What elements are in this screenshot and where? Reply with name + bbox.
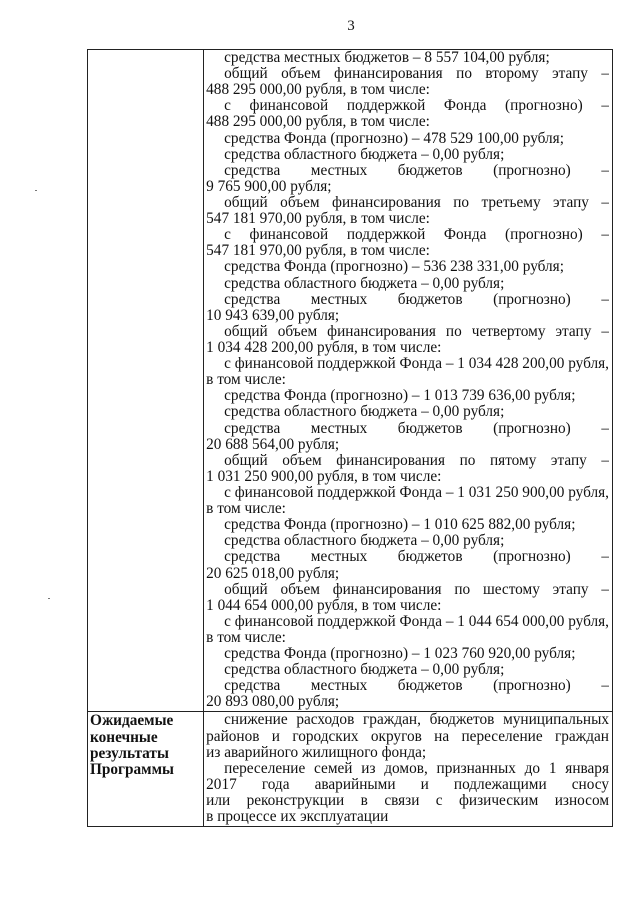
text-line: или реконструкции в связи с физическим износом	[206, 793, 609, 810]
page-number: 3	[347, 18, 355, 34]
table-row	[88, 712, 613, 827]
text-line: 1 044 654 000,00 рубля, в том числе:	[206, 596, 442, 614]
text-line: средства местных бюджетов (прогнозно) –	[224, 420, 609, 437]
text-line: общий объем финансирования по третьему этапу –	[224, 194, 609, 211]
text-line: 547 181 970,00 рубля, в том числе:	[206, 210, 430, 228]
text-line: с финансовой поддержкой Фонда (прогнозно) –	[224, 227, 609, 244]
text-line: 2017 года аварийными и подлежащими сносу	[206, 776, 609, 793]
text-line: средства областного бюджета – 0,00 рубля;	[224, 532, 505, 550]
text-line: 488 295 000,00 рубля, в том числе:	[206, 113, 430, 131]
text-line: 9 765 900,00 рубля;	[206, 177, 332, 195]
text-line: средства местных бюджетов (прогнозно) –	[224, 549, 609, 566]
text-line: 547 181 970,00 рубля, в том числе:	[206, 242, 430, 260]
text-line: средства областного бюджета – 0,00 рубля;	[224, 661, 505, 679]
scan-speck	[48, 598, 50, 599]
text-line: с финансовой поддержкой Фонда – 1 031 250 900,00 рубля,	[224, 483, 609, 501]
table-row	[88, 50, 613, 712]
text-line: из аварийного жилищного фонда;	[206, 743, 427, 761]
text-line: в процессе их эксплуатации	[206, 808, 389, 826]
text-line: средства местных бюджетов (прогнозно) –	[224, 162, 609, 179]
text-line: средства Фонда (прогнозно) – 1 013 739 636,00 рубля;	[224, 387, 576, 405]
row-content-cell	[204, 712, 613, 827]
text-line: средства местных бюджетов – 8 557 104,00 рубля;	[224, 49, 550, 66]
text-line: 1 031 250 900,00 рубля, в том числе:	[206, 467, 442, 485]
row-label-line: Программы	[90, 760, 174, 778]
text-line: в том числе:	[206, 500, 286, 518]
text-line: с финансовой поддержкой Фонда – 1 034 428 200,00 рубля,	[224, 355, 609, 373]
text-line: средства Фонда (прогнозно) – 536 238 331,00 рубля;	[224, 258, 564, 276]
text-line: общий объем финансирования по четвертому этапу –	[224, 323, 609, 340]
row-label-line: результаты	[90, 744, 169, 762]
text-line: районов и городских округов на переселение граждан	[206, 728, 609, 745]
text-line: снижение расходов граждан, бюджетов муниципальных	[224, 712, 609, 729]
text-line: общий объем финансирования по шестому этапу –	[224, 581, 609, 598]
text-line: средства Фонда (прогнозно) – 1 023 760 920,00 рубля;	[224, 645, 576, 663]
text-line: с финансовой поддержкой Фонда – 1 044 654 000,00 рубля,	[224, 612, 609, 630]
text-line: в том числе:	[206, 628, 286, 646]
text-line: средства областного бюджета – 0,00 рубля;	[224, 403, 505, 421]
text-line: средства Фонда (прогнозно) – 478 529 100,00 рубля;	[224, 129, 564, 147]
text-line: 10 943 639,00 рубля;	[206, 306, 340, 324]
row-label-line: Ожидаемые	[90, 712, 174, 730]
text-line: 20 625 018,00 рубля;	[206, 564, 340, 582]
text-line: средства Фонда (прогнозно) – 1 010 625 882,00 рубля;	[224, 516, 576, 534]
text-line: с финансовой поддержкой Фонда (прогнозно) –	[224, 98, 609, 115]
row-label-cell	[88, 50, 204, 712]
text-line: 20 688 564,00 рубля;	[206, 435, 340, 453]
text-line: 20 893 080,00 рубля;	[206, 693, 340, 711]
scan-speck	[35, 190, 37, 191]
row-label-cell	[88, 712, 204, 827]
text-line: средства областного бюджета – 0,00 рубля;	[224, 145, 505, 163]
row-label-line: конечные	[90, 728, 158, 746]
text-line: средства областного бюджета – 0,00 рубля;	[224, 274, 505, 292]
row-content-cell	[204, 50, 613, 712]
text-line: общий объем финансирования по пятому этапу –	[224, 452, 609, 469]
text-line: переселение семей из домов, признанных до 1 января	[224, 760, 609, 777]
text-line: 1 034 428 200,00 рубля, в том числе:	[206, 338, 442, 356]
text-line: общий объем финансирования по второму этапу –	[224, 66, 609, 83]
text-line: средства местных бюджетов (прогнозно) –	[224, 291, 609, 308]
text-line: в том числе:	[206, 371, 286, 389]
text-line: средства местных бюджетов (прогнозно) –	[224, 678, 609, 695]
program-passport-table	[87, 49, 613, 827]
text-line: 488 295 000,00 рубля, в том числе:	[206, 81, 430, 99]
